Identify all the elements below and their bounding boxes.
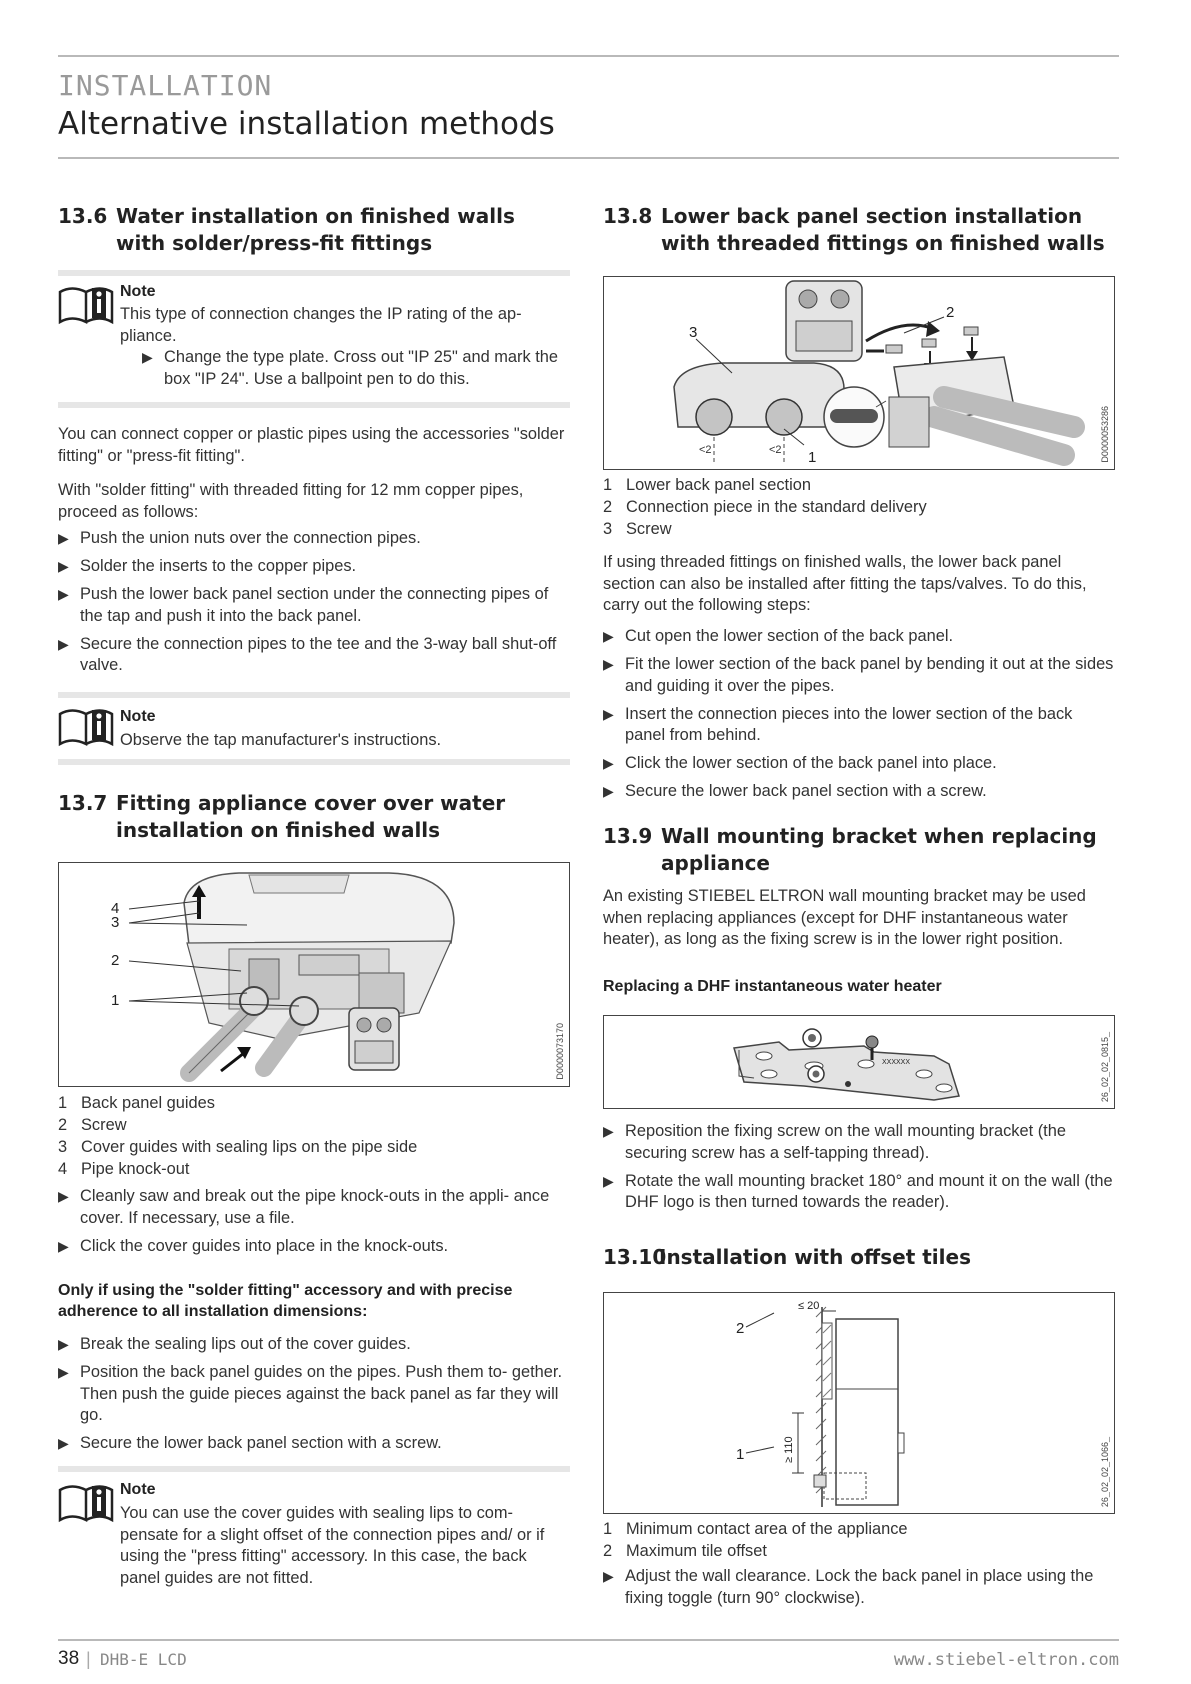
page-title: Alternative installation methods (58, 106, 555, 142)
figure-id: D0000073170 (555, 1023, 565, 1080)
paragraph: With "solder fitting" with threaded fitting for 12 mm copper pipes, proceed as follows: (58, 481, 524, 521)
legend-item: 2 Connection piece in the standard delivery (603, 498, 927, 516)
note-bullet-list (142, 347, 572, 397)
figure-id: D0000053286 (1100, 406, 1110, 463)
heading-number: 13.9 (603, 824, 653, 848)
heading-13-9 (603, 823, 1111, 877)
note-title: Note (120, 1481, 156, 1498)
top-rule (58, 55, 1119, 57)
heading-text: Installation with offset tiles (659, 1245, 971, 1269)
note-title: Note (120, 708, 156, 725)
figure-id: 26_02_02_1066_ (1100, 1436, 1110, 1507)
arrow-right-icon: ▶ (603, 783, 614, 799)
dimension-side: ≥ 110 (783, 1436, 795, 1463)
arrow-right-icon: ▶ (58, 1336, 69, 1352)
list-item: ▶ Push the union nuts over the connection pipes. (58, 528, 570, 550)
note-top-bar (58, 1466, 570, 1472)
arrow-right-icon: ▶ (58, 1237, 69, 1254)
heading-13-8 (603, 203, 1111, 257)
header-rule (58, 157, 1119, 159)
arrow-right-icon: ▶ (58, 1364, 69, 1380)
arrow-right-icon: ▶ (142, 349, 153, 365)
list-item: ▶ Rotate the wall mounting bracket 180° and mount it on the wall (the DHF logo is then turned towards the reader). (603, 1171, 1113, 1211)
list-item: ▶ Secure the lower back panel section with a screw. (58, 1433, 570, 1455)
figure-id: 26_02_02_0815_ (1100, 1031, 1110, 1102)
note-tap-instructions (58, 692, 570, 768)
svg-text:<2: <2 (699, 444, 712, 456)
note-text: This type of connection changes the IP rating of the ap- pliance. (120, 305, 522, 345)
arrow-right-icon: ▶ (603, 1123, 614, 1139)
page-number: 38 (58, 1648, 80, 1669)
callout-1: 1 (808, 449, 817, 466)
note-title: Note (120, 283, 156, 300)
legend-item: 4 Pipe knock-out (58, 1160, 190, 1178)
figure-lower-back-panel (603, 276, 1115, 470)
list-item: ▶ Push the lower back panel section under the connecting pipes of the tap and push it into the back panel. (58, 585, 549, 625)
callout-3: 3 (689, 324, 698, 341)
list-item: ▶ Cleanly saw and break out the pipe knock-outs in the appli- ance cover. If necessary, use a file. (58, 1187, 550, 1227)
heading-number: 13.6 (58, 204, 108, 228)
list-item: ▶ Click the lower section of the back panel into place. (603, 753, 1115, 775)
list-item: ▶ Insert the connection pieces into the lower section of the back panel from behind. (603, 704, 1073, 744)
legend-item: 2 Maximum tile offset (603, 1542, 767, 1560)
dimension-top: ≤ 20 (798, 1300, 820, 1312)
figure-offset-tiles (603, 1292, 1115, 1514)
arrow-right-icon: ▶ (58, 586, 69, 602)
arrow-right-icon: ▶ (58, 1188, 69, 1204)
arrow-right-icon: ▶ (603, 705, 614, 722)
subheading: Replacing a DHF instantaneous water heater (603, 978, 942, 995)
heading-13-6 (58, 203, 566, 257)
note-top-bar (58, 270, 570, 276)
bracket-marking: XXXXXX (882, 1059, 911, 1066)
paragraph: You can connect copper or plastic pipes using the accessories "solder fitting" or "press-fit fitting". (58, 425, 565, 465)
paragraph: If using threaded fittings on finished walls, the lower back panel section can also be installed after fitting the taps/valves. To do this, carry out the following steps: (603, 553, 1087, 614)
legend-item: 3 Screw (603, 520, 672, 538)
arrow-right-icon: ▶ (603, 1568, 614, 1584)
list-item: ▶ Cut open the lower section of the back panel. (603, 626, 1115, 648)
heading-text: Water installation on finished walls with solder/press-fit fittings (116, 204, 515, 255)
list-item: ▶ Change the type plate. Cross out "IP 25" and mark the box "IP 24". Use a ballpoint pen to do this. (142, 348, 559, 388)
arrow-right-icon: ▶ (58, 558, 69, 574)
footer-rule (58, 1639, 1119, 1641)
heading-text: Lower back panel section installation with threaded fittings on finished walls (661, 204, 1105, 255)
svg-text:<2: <2 (769, 444, 782, 456)
bullet-list (603, 626, 1115, 809)
info-book-icon (58, 1480, 116, 1524)
note-cover-guides (58, 1466, 570, 1608)
list-item: ▶ Solder the inserts to the copper pipes. (58, 556, 570, 578)
note-ip-rating (58, 270, 570, 410)
callout-2: 2 (946, 304, 955, 321)
note-bottom-bar (58, 402, 570, 408)
info-book-icon (58, 704, 116, 748)
list-item: ▶ Click the cover guides into place in the knock-outs. (58, 1236, 570, 1258)
callout-1: 1 (736, 1446, 745, 1463)
list-item: ▶ Secure the connection pipes to the tee and the 3-way ball shut-off valve. (58, 634, 557, 674)
heading-number: 13.8 (603, 204, 653, 228)
arrow-right-icon: ▶ (58, 635, 69, 652)
heading-text: Fitting appliance cover over water installation on finished walls (116, 791, 506, 842)
arrow-right-icon: ▶ (603, 755, 614, 771)
legend-item: 3 Cover guides with sealing lips on the pipe side (58, 1138, 418, 1156)
lower-back-panel-illustration (604, 277, 1114, 469)
bullet-list (603, 1121, 1115, 1220)
list-item: ▶ Fit the lower section of the back panel by bending it out at the sides and guiding it over the pipes. (603, 655, 1114, 695)
list-item: ▶ Break the sealing lips out of the cover guides. (58, 1334, 570, 1356)
arrow-right-icon: ▶ (58, 530, 69, 546)
section-kicker: INSTALLATION (58, 69, 273, 102)
footer-model: DHB-E LCD (100, 1650, 187, 1669)
callout-2: 2 (111, 952, 120, 969)
appliance-cover-illustration (59, 863, 569, 1086)
bullet-list (58, 1186, 570, 1264)
figure-legend (58, 1092, 570, 1180)
heading-number: 13.7 (58, 791, 108, 815)
callout-1: 1 (111, 992, 120, 1009)
bullet-list (603, 1566, 1115, 1616)
arrow-right-icon: ▶ (603, 656, 614, 672)
note-bottom-bar (58, 759, 570, 765)
figure-appliance-cover (58, 862, 570, 1087)
arrow-right-icon: ▶ (603, 628, 614, 644)
list-item: ▶ Adjust the wall clearance. Lock the back panel in place using the fixing toggle (turn 90° clockwise). (603, 1567, 1094, 1607)
figure-wall-bracket (603, 1015, 1115, 1109)
list-item: ▶ Position the back panel guides on the pipes. Push them to- gether. Then push the guide pieces against the back panel as far they will go. (58, 1363, 563, 1424)
figure-legend (603, 1518, 1115, 1562)
legend-item: 1 Minimum contact area of the appliance (603, 1520, 908, 1538)
legend-item: 1 Back panel guides (58, 1094, 215, 1112)
note-top-bar (58, 692, 570, 698)
legend-item: 2 Screw (58, 1116, 127, 1134)
callout-4: 4 (111, 900, 120, 917)
info-book-icon (58, 282, 116, 326)
heading-text: Wall mounting bracket when replacing appliance (661, 824, 1097, 875)
wall-bracket-illustration (604, 1016, 1114, 1108)
heading-number: 13.10 (603, 1245, 667, 1269)
callout-2: 2 (736, 1320, 745, 1337)
offset-tiles-illustration (604, 1293, 1114, 1513)
legend-item: 1 Lower back panel section (603, 476, 811, 494)
footer-url-link[interactable]: www.stiebel-eltron.com (893, 1650, 1119, 1670)
heading-13-7 (58, 790, 566, 844)
bullet-list (58, 528, 570, 683)
bullet-list (58, 1334, 570, 1461)
subheading: Only if using the "solder fitting" accessory and with precise adherence to all installation dimensions: (58, 1282, 513, 1320)
arrow-right-icon: ▶ (58, 1435, 69, 1451)
arrow-right-icon: ▶ (603, 1172, 614, 1189)
paragraph: An existing STIEBEL ELTRON wall mounting bracket may be used when replacing appliances (except for DHF instantaneous water heater), as long as the fixing screw is in the lower right position. (603, 887, 1086, 948)
footer-separator: | (86, 1649, 91, 1669)
callout-3: 3 (111, 914, 120, 931)
heading-13-10 (603, 1244, 1109, 1271)
note-text: Observe the tap manufacturer's instructions. (120, 731, 442, 749)
figure-legend (603, 474, 1115, 540)
note-text: You can use the cover guides with sealing lips to com- pensate for a slight offset of the connection pipes and/ or if using the "press fitting" accessory. In this case, the back panel guides are not fitted. (120, 1504, 545, 1587)
list-item: ▶ Secure the lower back panel section with a screw. (603, 781, 1115, 803)
list-item: ▶ Reposition the fixing screw on the wall mounting bracket (the securing screw has a self-tapping thread). (603, 1122, 1066, 1162)
